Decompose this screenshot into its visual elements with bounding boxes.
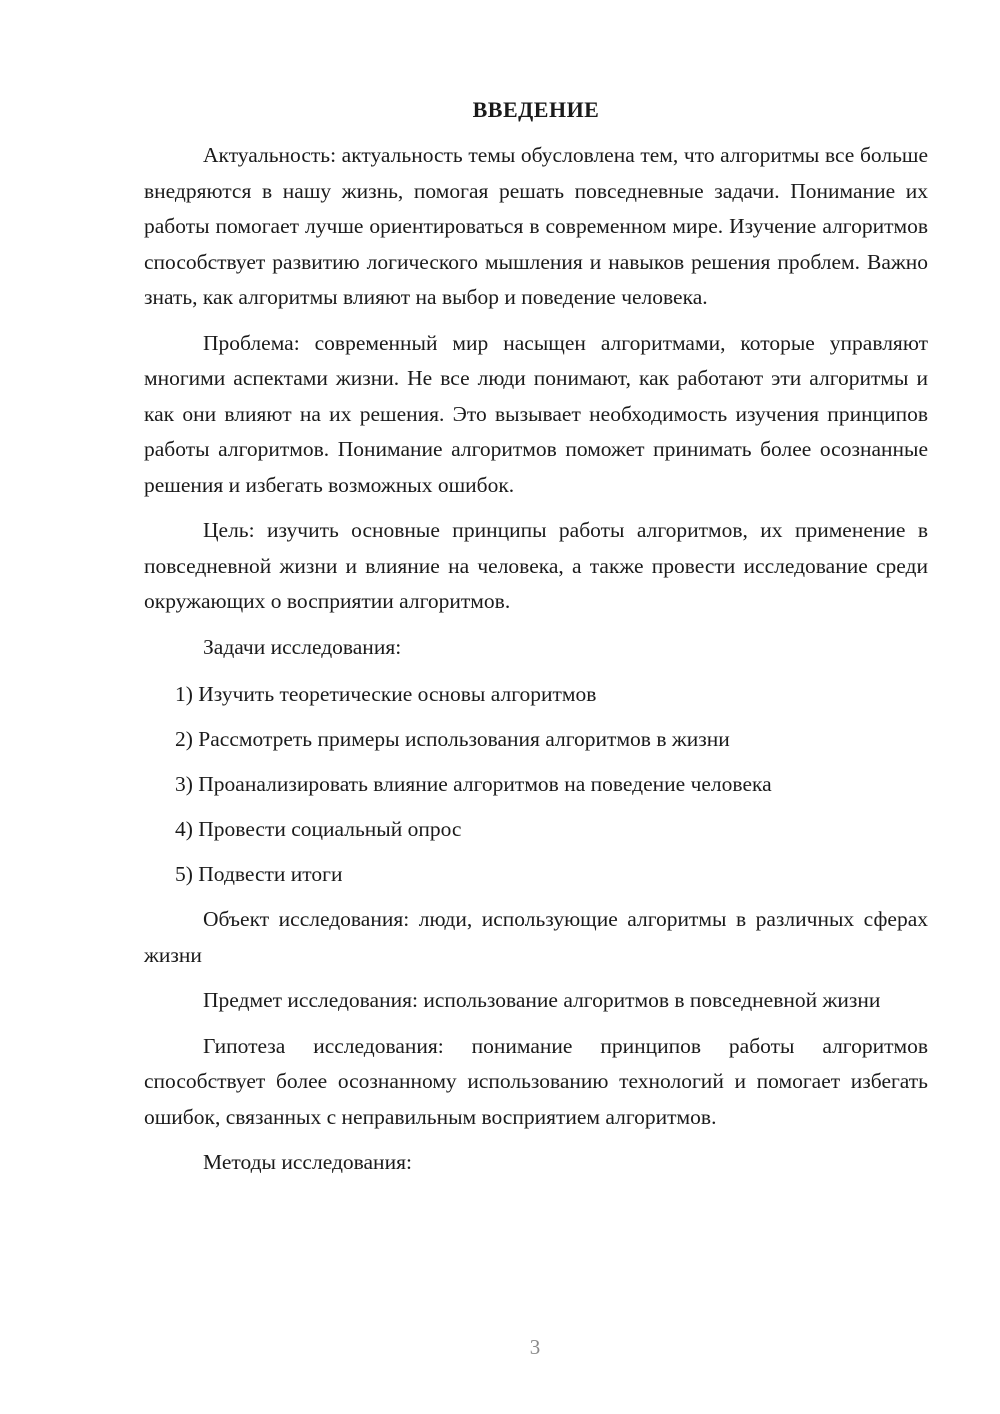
- section-heading: ВВЕДЕНИЕ: [472, 97, 600, 122]
- page-number: 3: [529, 1335, 541, 1359]
- list-item: 1) Изучить теоретические основы алгоритмов: [175, 682, 597, 706]
- paragraph-subject: Предмет исследования: использование алгоритмов в повседневной жизни: [203, 988, 881, 1012]
- tasks-list: [144, 677, 928, 893]
- paragraph-relevance: Актуальность: актуальность темы обусловлена тем, что алгоритмы все больше внедряются в нашу жизнь, помогая решать повседневные задачи. Понимание их работы помогает лучше ориентироваться в современном мире. Изучение алгоритмов способствует развитию логического мышления и навыков решения проблем. Важно знать, как алгоритмы влияют на выбор и поведение человека.: [144, 143, 928, 309]
- list-item: 2) Рассмотреть примеры использования алгоритмов в жизни: [175, 727, 730, 751]
- paragraph-problem: Проблема: современный мир насыщен алгоритмами, которые управляют многими аспектами жизни. Не все люди понимают, как работают эти алгоритмы и как они влияют на их решения. Это вызывает необходимость изучения принципов работы алгоритмов. Понимание алгоритмов поможет принимать более осознанные решения и избегать возможных ошибок.: [144, 330, 928, 497]
- paragraph-goal: Цель: изучить основные принципы работы алгоритмов, их применение в повседневной жизни и влияние на человека, а также провести исследование среди окружающих о восприятии алгоритмов.: [144, 518, 928, 613]
- page-content: [144, 94, 928, 1191]
- paragraph-object: Объект исследования: люди, использующие алгоритмы в различных сферах жизни: [144, 907, 928, 967]
- list-item: 5) Подвести итоги: [175, 862, 343, 886]
- paragraph-hypothesis: Гипотеза исследования: понимание принципов работы алгоритмов способствует более осознанному использованию технологий и помогает избегать ошибок, связанных с неправильным восприятием алгоритмов.: [144, 1033, 928, 1129]
- list-item: 3) Проанализировать влияние алгоритмов на поведение человека: [175, 772, 772, 796]
- paragraph-methods: Методы исследования:: [203, 1150, 412, 1174]
- list-item: 4) Провести социальный опрос: [175, 817, 462, 841]
- paragraph-tasks-heading: Задачи исследования:: [203, 634, 402, 659]
